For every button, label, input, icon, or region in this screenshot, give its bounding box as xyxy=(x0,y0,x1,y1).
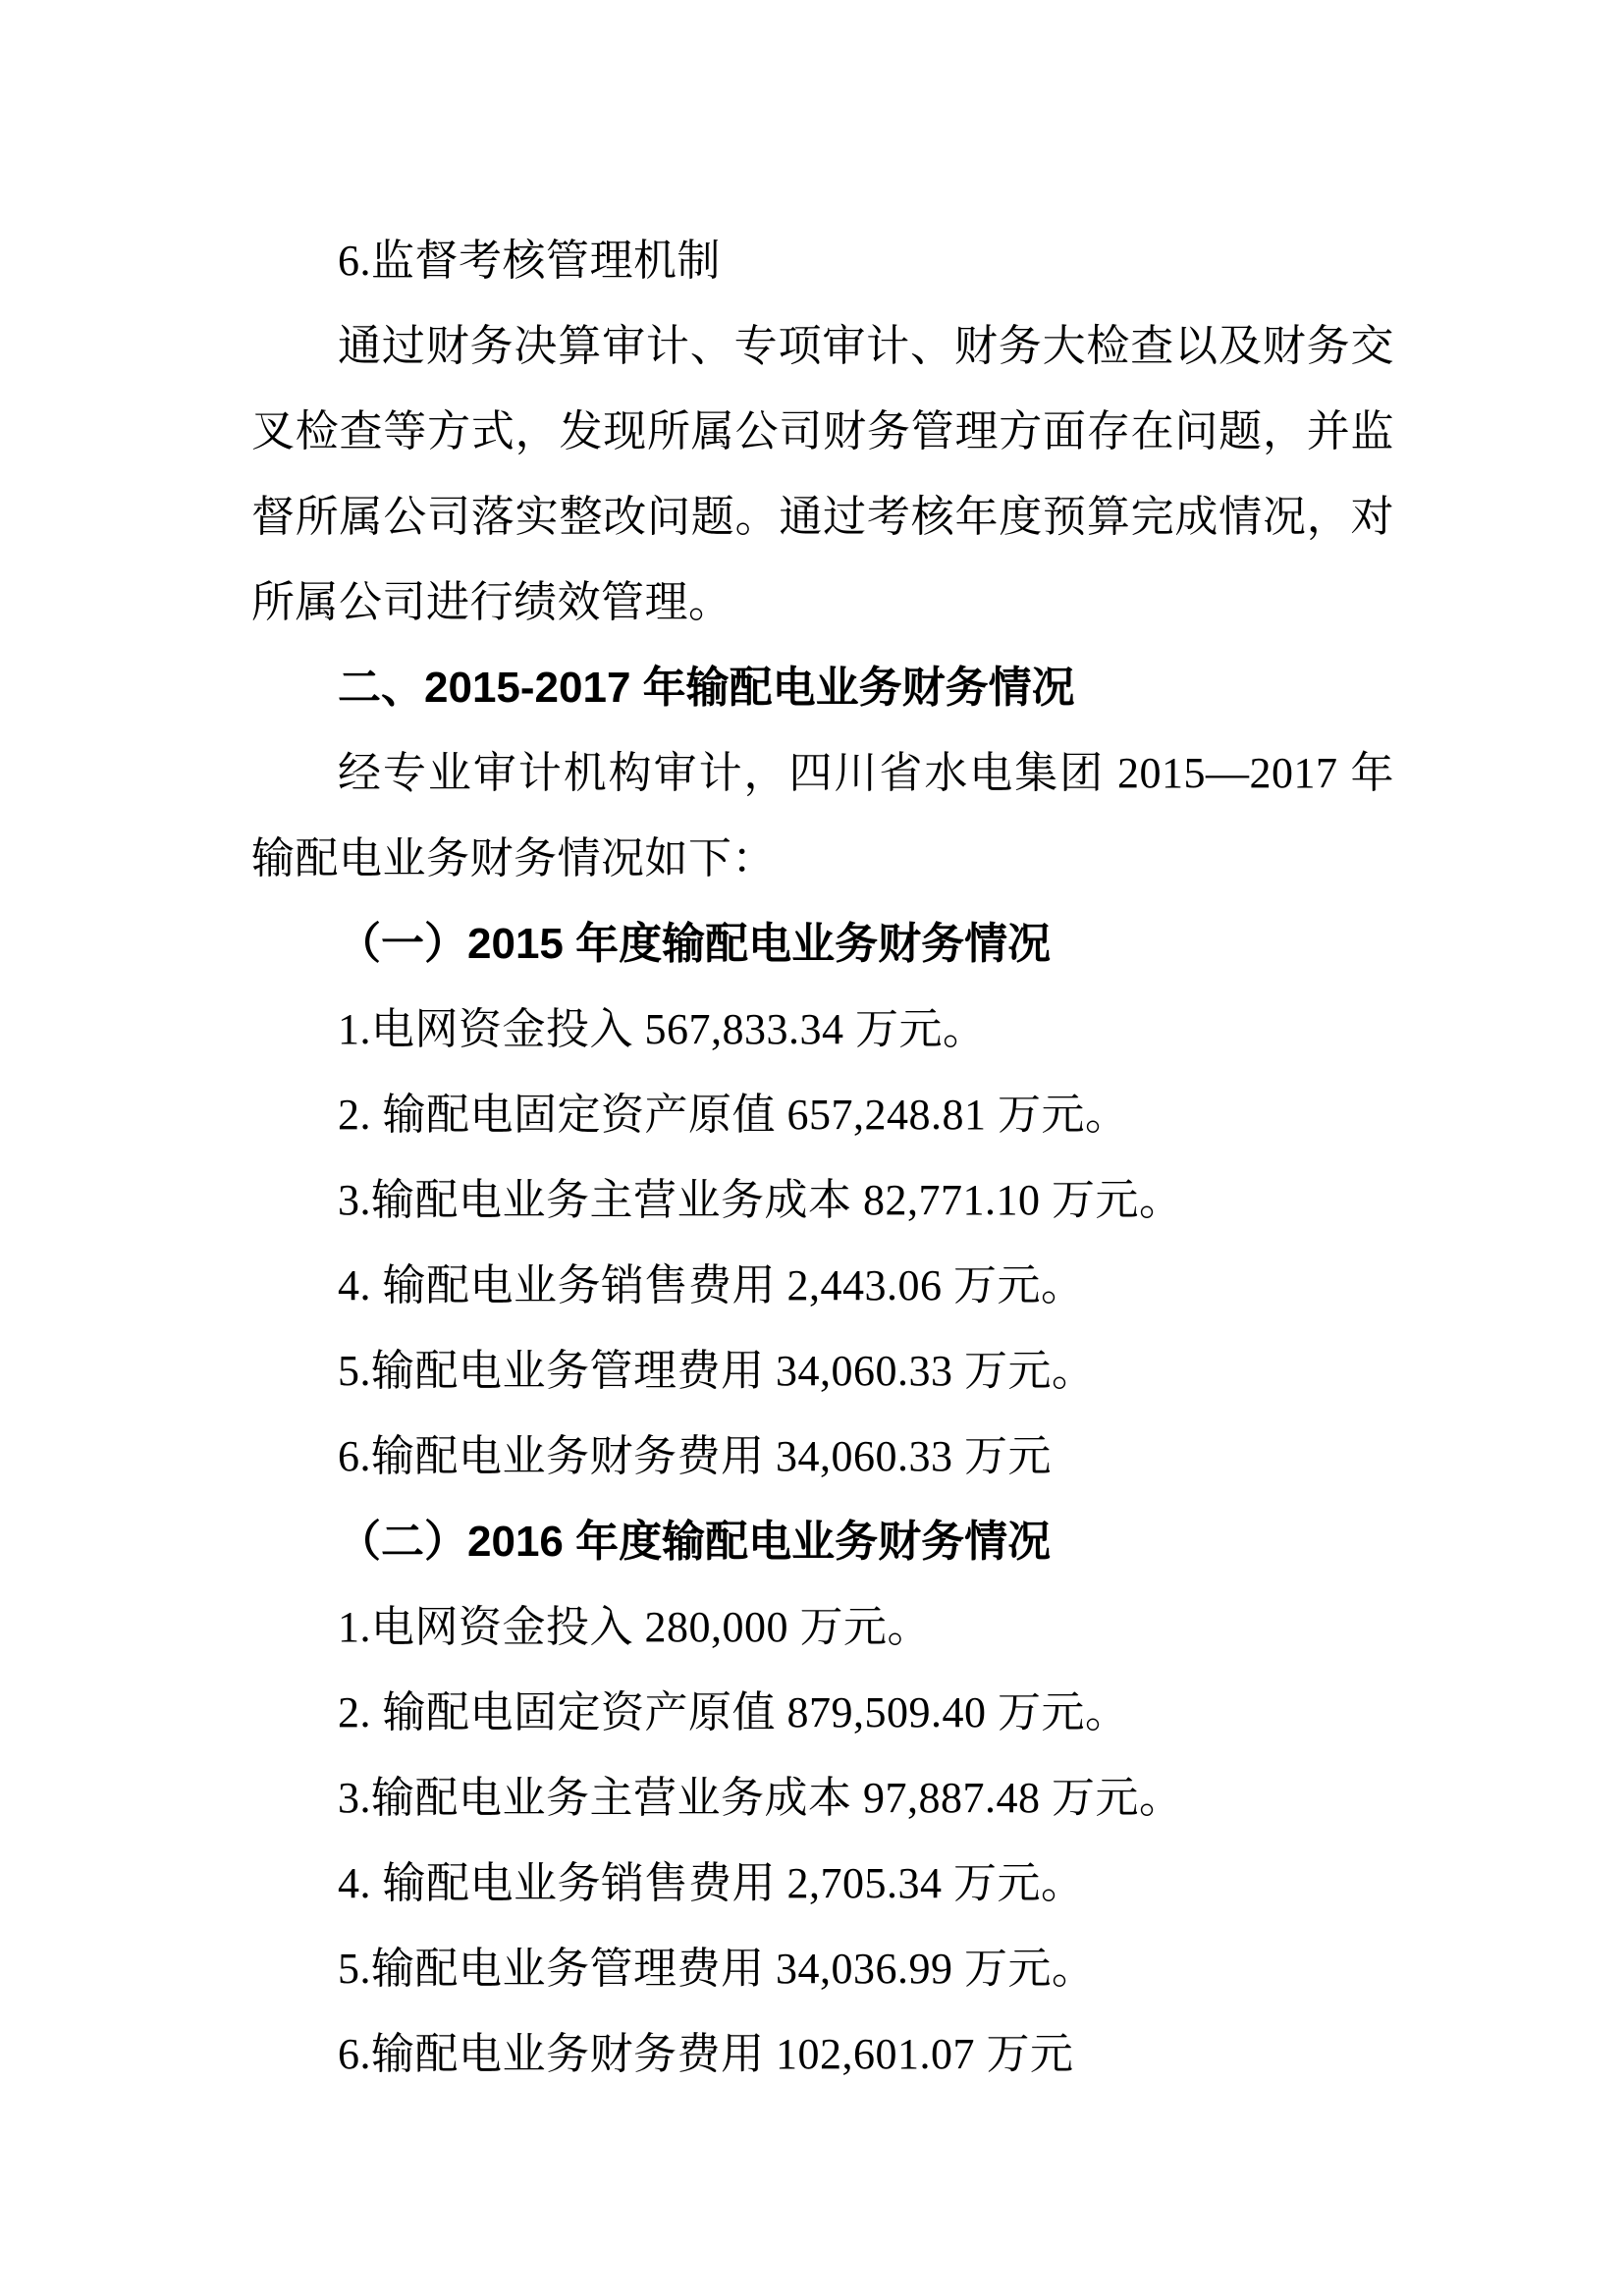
section-heading-2-1: （一）2015 年度输配电业务财务情况 xyxy=(338,920,1052,968)
list-item-2016-2: 2. 输配电固定资产原值 879,509.40 万元。 xyxy=(338,1688,1129,1736)
list-item-2015-3: 3.输配电业务主营业务成本 82,771.10 万元。 xyxy=(338,1176,1183,1224)
list-item-2016-4: 4. 输配电业务销售费用 2,705.34 万元。 xyxy=(338,1859,1085,1907)
paragraph-line: 叉检查等方式，发现所属公司财务管理方面存在问题，并监 xyxy=(251,407,1394,455)
paragraph-line: 所属公司进行绩效管理。 xyxy=(251,578,732,626)
section-heading-2: 二、2015-2017 年输配电业务财务情况 xyxy=(338,664,1075,712)
list-item-2015-4: 4. 输配电业务销售费用 2,443.06 万元。 xyxy=(338,1261,1085,1309)
list-item-2016-3: 3.输配电业务主营业务成本 97,887.48 万元。 xyxy=(338,1774,1183,1822)
list-item-2015-5: 5.输配电业务管理费用 34,060.33 万元。 xyxy=(338,1347,1096,1395)
list-item-2016-5: 5.输配电业务管理费用 34,036.99 万元。 xyxy=(338,1945,1096,1993)
list-item-2016-6: 6.输配电业务财务费用 102,601.07 万元 xyxy=(338,2030,1074,2078)
paragraph-line: 通过财务决算审计、专项审计、财务大检查以及财务交 xyxy=(338,322,1394,370)
list-item-2015-6: 6.输配电业务财务费用 34,060.33 万元 xyxy=(338,1432,1052,1480)
paragraph-line: 督所属公司落实整改问题。通过考核年度预算完成情况，对 xyxy=(251,493,1394,541)
list-item-2015-2: 2. 输配电固定资产原值 657,248.81 万元。 xyxy=(338,1091,1129,1139)
section-heading-2-2: （二）2016 年度输配电业务财务情况 xyxy=(338,1518,1052,1566)
list-item-2016-1: 1.电网资金投入 280,000 万元。 xyxy=(338,1603,931,1651)
paragraph-line: 经专业审计机构审计，四川省水电集团 2015—2017 年 xyxy=(338,749,1394,797)
document-text-block xyxy=(251,218,1394,2097)
paragraph-line: 输配电业务财务情况如下： xyxy=(251,834,776,882)
list-item-supervision-heading: 6.监督考核管理机制 xyxy=(338,237,721,285)
list-item-2015-1: 1.电网资金投入 567,833.34 万元。 xyxy=(338,1005,987,1053)
